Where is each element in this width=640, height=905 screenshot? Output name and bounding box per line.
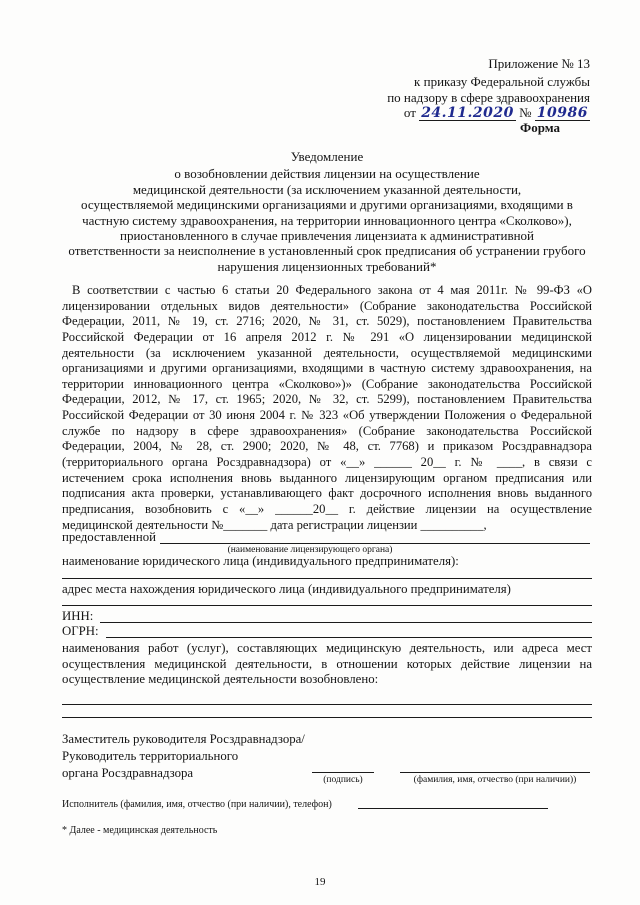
form-label: Форма — [520, 120, 560, 135]
inn-label: ИНН: — [62, 609, 94, 623]
page-number: 19 — [314, 876, 326, 888]
signatory-line: Заместитель руководителя Росздравнадзора/ — [62, 732, 305, 746]
provided-label: предоставленной — [62, 530, 156, 544]
title-line: медицинской деятельности (за исключением указанной деятельности, — [132, 181, 522, 197]
body-line: Федерации, 2011, № 19, ст. 2716; 2020, № 31, ст. 5029), постановлением Правительства — [62, 314, 592, 329]
footnote: * Далее - медицинская деятельность — [62, 825, 218, 836]
body-line: подписания акта проверки, устанавливающего факт досрочного исполнения вновь выданного — [62, 486, 592, 501]
body-paragraph — [62, 283, 592, 533]
handwritten-order-number: 10986 — [536, 105, 588, 121]
body-line: предписания, возобновить с «__» ______20__ г. действие лицензии на осуществление — [62, 501, 592, 516]
inn-field[interactable] — [100, 622, 592, 623]
licensing-authority-caption: (наименование лицензирующего органа) — [227, 545, 393, 555]
address-field[interactable] — [62, 605, 592, 606]
handwritten-date: 24.11.2020 — [421, 105, 514, 121]
body-line: организациями и другими организациями, входящими в частную систему здравоохранения, на — [62, 361, 592, 376]
title-line: Уведомление — [290, 149, 364, 164]
appendix-number: Приложение № 13 — [488, 56, 590, 71]
number-sign: № — [519, 105, 532, 120]
works-line: осуществления медицинской деятельности, в отношении которых действие лицензии на — [62, 656, 592, 671]
signature-field[interactable] — [312, 772, 374, 773]
body-line: Федерации, 2004, № 28, ст. 2900; 2020, № 48, ст. 7768) и приказом Росздравнадзора — [62, 439, 592, 454]
title-line: приостановленного в случае привлечения лицензиата к административной — [119, 228, 534, 244]
title-line: нарушения лицензионных требований* — [217, 258, 437, 274]
body-line: Российской Федерации от 30 июня 2004 г. № 323 «Об утверждении Положения о Федеральной — [62, 408, 592, 423]
document-title — [60, 149, 594, 274]
works-paragraph — [62, 640, 592, 687]
body-line: (территориального органа Росздравнадзора) от «__» ______ 20__ г. № ____, в связи с — [62, 455, 592, 470]
title-line: ответственности за неисполнение в установленный срок предписания об устранении грубого — [68, 243, 586, 259]
works-field-line-2[interactable] — [62, 717, 592, 718]
legal-name-field[interactable] — [62, 578, 592, 579]
body-line: лицензировании отдельных видов деятельности» (Собрание законодательства Российской — [62, 298, 592, 313]
body-line: медицинской деятельности №_______ дата регистрации лицензии __________, — [62, 517, 487, 532]
order-reference: к приказу Федеральной службы — [414, 74, 590, 89]
executor-label: Исполнитель (фамилия, имя, отчество (при наличии), телефон) — [62, 799, 332, 810]
works-field-line-1[interactable] — [62, 704, 592, 705]
title-line: частную систему здравоохранения, на территории инновационного центра «Сколково»), — [82, 212, 572, 228]
ogrn-label: ОГРН: — [62, 624, 99, 638]
body-line: Федерации, 2012, № 17, ст. 1965; 2020, № 32, ст. 5299), постановлением Правительства — [62, 392, 592, 407]
full-name-field[interactable] — [400, 772, 590, 773]
body-line: истечением срока исполнения вновь выданного лицензирующим органом предписания или — [62, 470, 592, 485]
body-line: деятельности (за исключением указанной деятельности, осуществляемой медицинскими — [62, 345, 592, 360]
body-line: службе по надзору в сфере здравоохранения» (Собрание законодательства Российской — [62, 423, 592, 438]
full-name-caption: (фамилия, имя, отчество (при наличии)) — [413, 775, 577, 785]
order-date-line — [404, 105, 590, 121]
signature-caption: (подпись) — [323, 775, 363, 785]
agency-name: по надзору в сфере здравоохранения — [387, 90, 590, 105]
works-line: осуществление медицинской деятельности возобновлено: — [62, 672, 379, 687]
signatory-line: Руководитель территориального — [62, 749, 239, 763]
works-line: наименования работ (услуг), составляющих медицинскую деятельность, или адреса мест — [62, 641, 592, 655]
title-line: о возобновлении действия лицензии на осуществление — [174, 166, 480, 182]
body-line: территории инновационного центра «Сколково»)» (Собрание законодательства Российской — [62, 376, 592, 391]
legal-name-label: наименование юридического лица (индивидуального предпринимателя): — [62, 554, 459, 568]
signatory-line: органа Росздравнадзора — [62, 766, 194, 780]
body-line: Российской Федерации от 16 апреля 2012 г. № 291 «О лицензировании медицинской — [62, 329, 592, 344]
address-label: адрес места нахождения юридического лица (индивидуального предпринимателя) — [62, 582, 511, 596]
ogrn-field[interactable] — [106, 637, 592, 638]
title-line: осуществляемой медицинскими организациями и другими организациями, входящими в — [81, 197, 573, 213]
signatory-title — [62, 731, 305, 782]
licensing-authority-field[interactable] — [160, 543, 590, 544]
body-line: В соответствии с частью 6 статьи 20 Федерального закона от 4 мая 2011г. № 99-ФЗ «О — [72, 283, 592, 297]
date-prefix: от — [403, 105, 416, 120]
executor-field[interactable] — [358, 808, 548, 809]
